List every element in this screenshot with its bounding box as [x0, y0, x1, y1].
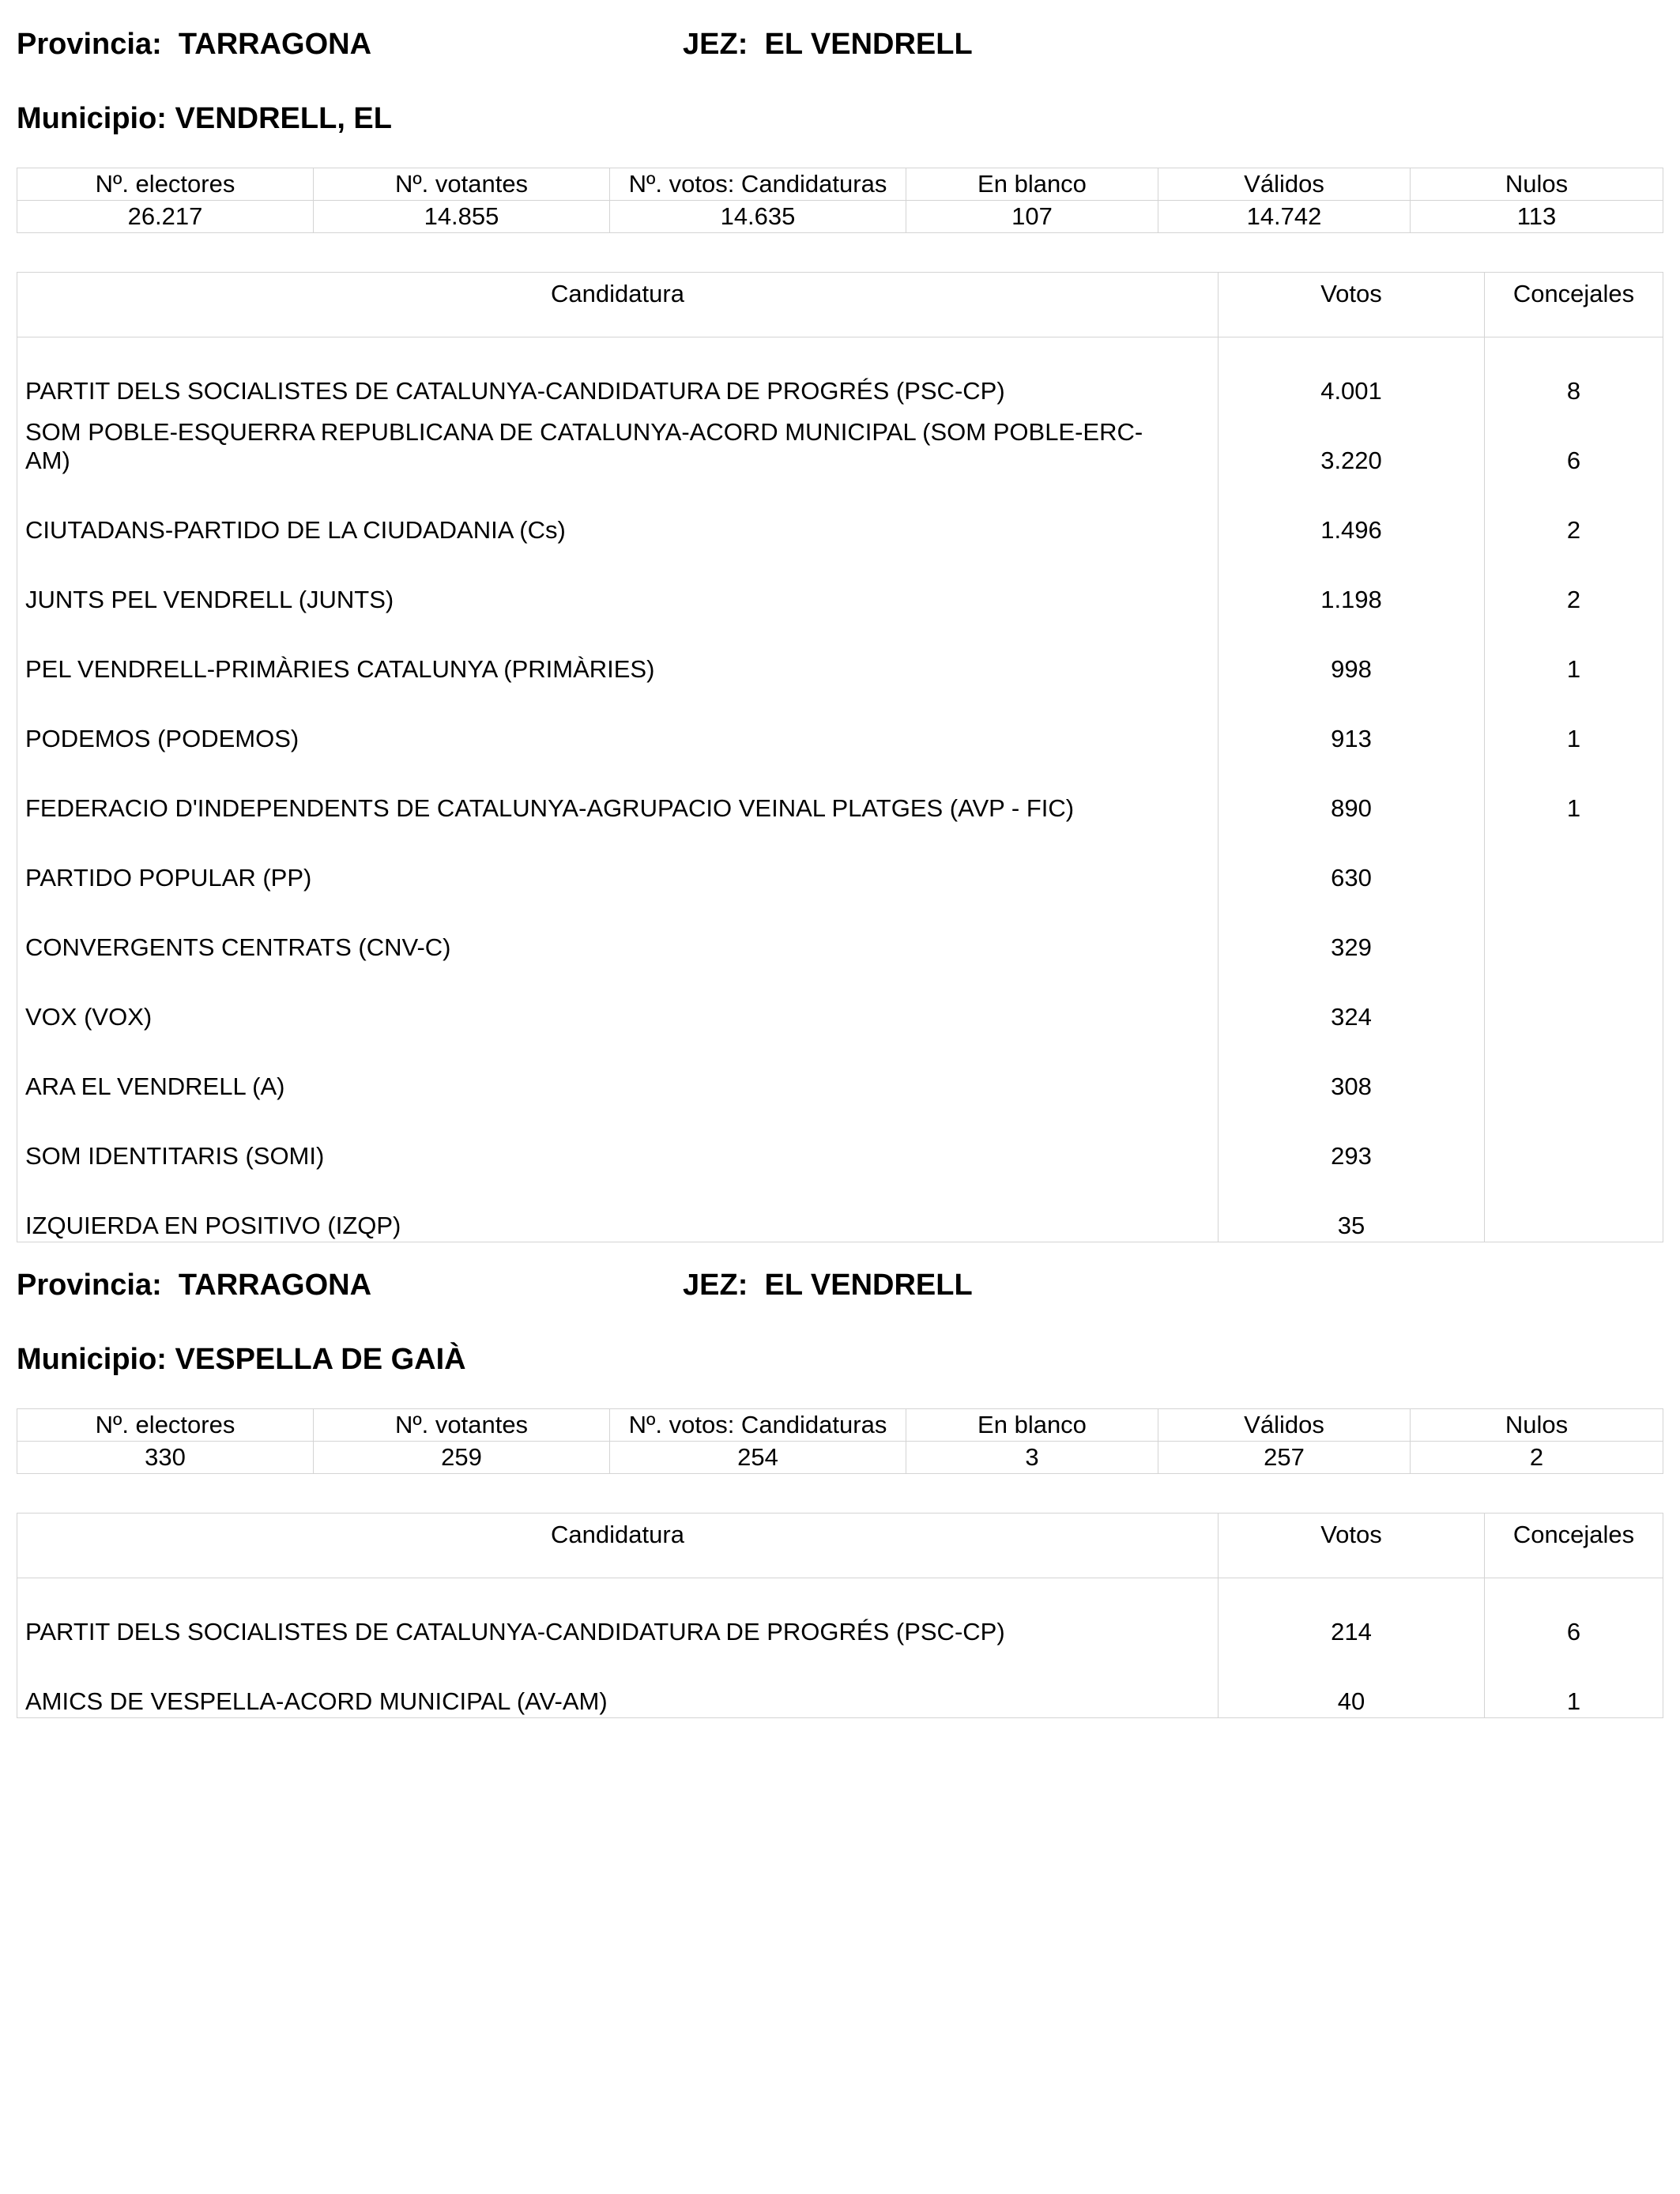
votos-value: 3.220 [1219, 407, 1485, 477]
candidatura-name: VOX (VOX) [17, 963, 1219, 1033]
col-votos: Votos [1219, 1514, 1485, 1578]
candidatura-name: IZQUIERDA EN POSITIVO (IZQP) [17, 1172, 1219, 1242]
col-votos: Votos [1219, 273, 1485, 337]
provincia-heading: Provincia: TARRAGONA [17, 28, 372, 61]
concejales-value [1485, 1172, 1663, 1242]
candidatura-name: SOM POBLE-ESQUERRA REPUBLICANA DE CATALUNYA-ACORD MUNICIPAL (SOM POBLE-ERC-AM) [17, 407, 1219, 477]
candidatura-name: JUNTS PEL VENDRELL (JUNTS) [17, 546, 1219, 616]
candidatura-name: SOM IDENTITARIS (SOMI) [17, 1103, 1219, 1172]
concejales-value [1485, 894, 1663, 963]
results-header-row [17, 273, 1663, 337]
votos-value: 324 [1219, 963, 1485, 1033]
votos-value: 329 [1219, 894, 1485, 963]
table-row [17, 824, 1663, 894]
table-row [17, 1578, 1663, 1649]
table-row [17, 1172, 1663, 1242]
col-candidatura: Candidatura [17, 273, 1219, 337]
value-electores: 330 [17, 1442, 314, 1474]
value-validos: 14.742 [1158, 201, 1411, 233]
jez-heading: JEZ: EL VENDRELL [683, 28, 973, 61]
col-electores: Nº. electores [17, 1409, 314, 1442]
value-nulos: 2 [1411, 1442, 1663, 1474]
table-row [17, 616, 1663, 685]
col-validos: Válidos [1158, 1409, 1411, 1442]
candidatura-name: ARA EL VENDRELL (A) [17, 1033, 1219, 1103]
results-table [17, 1513, 1663, 1718]
votos-value: 913 [1219, 685, 1485, 755]
votos-value: 1.496 [1219, 477, 1485, 546]
col-nulos: Nulos [1411, 1409, 1663, 1442]
value-votantes: 259 [314, 1442, 610, 1474]
votos-value: 1.198 [1219, 546, 1485, 616]
concejales-value: 6 [1485, 407, 1663, 477]
concejales-value: 6 [1485, 1578, 1663, 1649]
col-concejales: Concejales [1485, 1514, 1663, 1578]
provincia-heading: Provincia: TARRAGONA [17, 1269, 372, 1302]
col-concejales: Concejales [1485, 273, 1663, 337]
concejales-value: 1 [1485, 685, 1663, 755]
summary-value-row [17, 201, 1663, 233]
concejales-value: 1 [1485, 1648, 1663, 1718]
value-en-blanco: 107 [906, 201, 1158, 233]
summary-header-row [17, 168, 1663, 201]
concejales-value [1485, 1033, 1663, 1103]
value-votos-candidaturas: 254 [610, 1442, 906, 1474]
col-en-blanco: En blanco [906, 1409, 1158, 1442]
concejales-value [1485, 824, 1663, 894]
candidatura-name: PODEMOS (PODEMOS) [17, 685, 1219, 755]
concejales-value: 8 [1485, 337, 1663, 408]
col-votantes: Nº. votantes [314, 168, 610, 201]
summary-value-row [17, 1442, 1663, 1474]
col-votantes: Nº. votantes [314, 1409, 610, 1442]
votos-value: 998 [1219, 616, 1485, 685]
value-en-blanco: 3 [906, 1442, 1158, 1474]
value-nulos: 113 [1411, 201, 1663, 233]
candidatura-name: CIUTADANS-PARTIDO DE LA CIUDADANIA (Cs) [17, 477, 1219, 546]
votos-value: 308 [1219, 1033, 1485, 1103]
table-row [17, 1103, 1663, 1172]
concejales-value [1485, 963, 1663, 1033]
concejales-value [1485, 1103, 1663, 1172]
summary-header-row [17, 1409, 1663, 1442]
col-en-blanco: En blanco [906, 168, 1158, 201]
table-row [17, 1033, 1663, 1103]
municipio-heading: Municipio: VESPELLA DE GAIÀ [17, 1343, 466, 1376]
concejales-value: 2 [1485, 477, 1663, 546]
candidatura-name: PARTIT DELS SOCIALISTES DE CATALUNYA-CANDIDATURA DE PROGRÉS (PSC-CP) [17, 337, 1219, 408]
candidatura-name: CONVERGENTS CENTRATS (CNV-C) [17, 894, 1219, 963]
votos-value: 35 [1219, 1172, 1485, 1242]
candidatura-name: PARTIDO POPULAR (PP) [17, 824, 1219, 894]
table-row [17, 477, 1663, 546]
summary-table [17, 168, 1663, 233]
votos-value: 4.001 [1219, 337, 1485, 408]
value-votos-candidaturas: 14.635 [610, 201, 906, 233]
jez-heading: JEZ: EL VENDRELL [683, 1269, 973, 1302]
col-validos: Válidos [1158, 168, 1411, 201]
col-candidatura: Candidatura [17, 1514, 1219, 1578]
votos-value: 293 [1219, 1103, 1485, 1172]
concejales-value: 2 [1485, 546, 1663, 616]
votos-value: 40 [1219, 1648, 1485, 1718]
table-row [17, 337, 1663, 408]
col-votos-candidaturas: Nº. votos: Candidaturas [610, 1409, 906, 1442]
results-header-row [17, 1514, 1663, 1578]
table-row [17, 755, 1663, 824]
votos-value: 630 [1219, 824, 1485, 894]
candidatura-name: PARTIT DELS SOCIALISTES DE CATALUNYA-CANDIDATURA DE PROGRÉS (PSC-CP) [17, 1578, 1219, 1649]
municipio-heading: Municipio: VENDRELL, EL [17, 102, 392, 135]
table-row [17, 685, 1663, 755]
col-electores: Nº. electores [17, 168, 314, 201]
value-votantes: 14.855 [314, 201, 610, 233]
col-nulos: Nulos [1411, 168, 1663, 201]
votos-value: 890 [1219, 755, 1485, 824]
summary-table [17, 1408, 1663, 1474]
table-row [17, 546, 1663, 616]
concejales-value: 1 [1485, 755, 1663, 824]
table-row [17, 407, 1663, 477]
concejales-value: 1 [1485, 616, 1663, 685]
table-row [17, 894, 1663, 963]
candidatura-name: AMICS DE VESPELLA-ACORD MUNICIPAL (AV-AM) [17, 1648, 1219, 1718]
value-electores: 26.217 [17, 201, 314, 233]
results-table [17, 272, 1663, 1242]
candidatura-name: FEDERACIO D'INDEPENDENTS DE CATALUNYA-AGRUPACIO VEINAL PLATGES (AVP - FIC) [17, 755, 1219, 824]
col-votos-candidaturas: Nº. votos: Candidaturas [610, 168, 906, 201]
votos-value: 214 [1219, 1578, 1485, 1649]
candidatura-name: PEL VENDRELL-PRIMÀRIES CATALUNYA (PRIMÀRIES) [17, 616, 1219, 685]
table-row [17, 963, 1663, 1033]
table-row [17, 1648, 1663, 1718]
value-validos: 257 [1158, 1442, 1411, 1474]
